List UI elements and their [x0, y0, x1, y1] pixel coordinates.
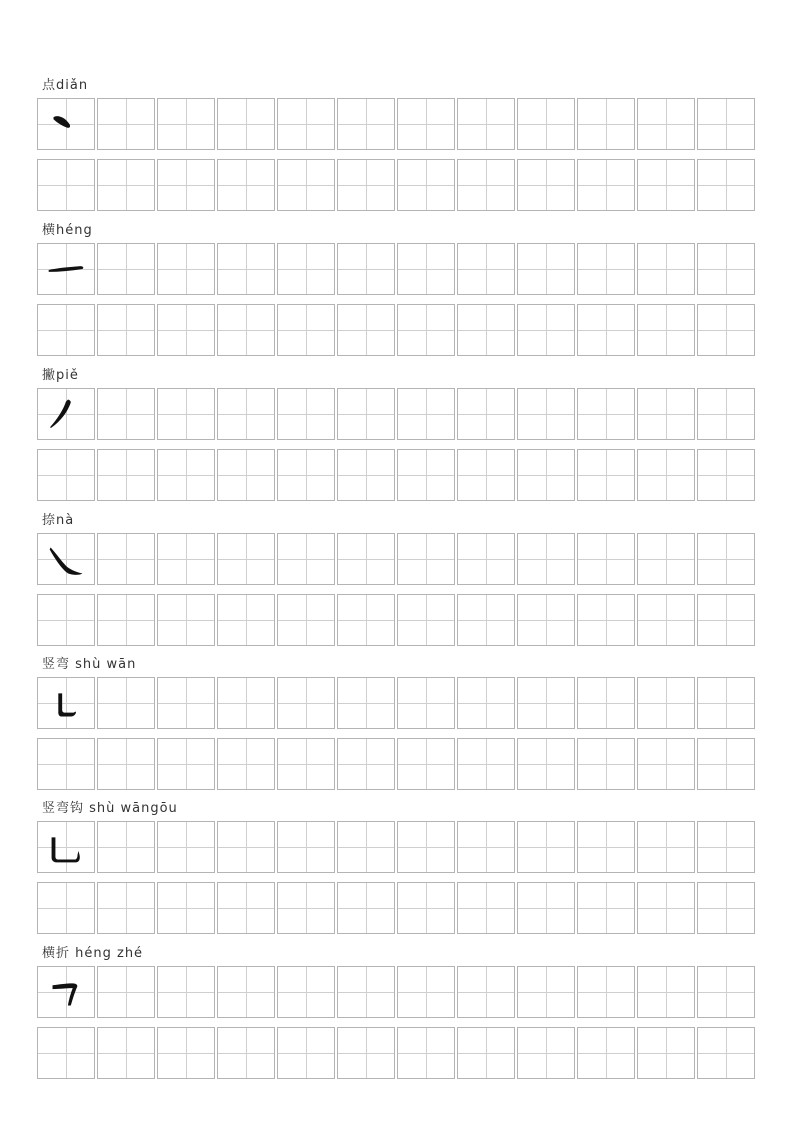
writing-grid-cell[interactable] [457, 1027, 515, 1079]
writing-grid-cell[interactable] [217, 821, 275, 873]
stroke-label: 横héng [42, 223, 93, 238]
writing-grid-cell[interactable] [457, 388, 515, 440]
writing-grid-cell[interactable] [517, 304, 575, 356]
writing-grid-cell[interactable] [457, 304, 515, 356]
writing-grid-cell[interactable] [217, 882, 275, 934]
writing-grid-cell[interactable] [517, 243, 575, 295]
writing-grid-cell[interactable] [457, 243, 515, 295]
writing-grid-cell[interactable] [697, 159, 755, 211]
writing-grid-cell[interactable] [97, 677, 155, 729]
writing-grid-cell[interactable] [577, 738, 635, 790]
writing-grid-cell[interactable] [457, 449, 515, 501]
writing-grid-cell[interactable] [277, 159, 335, 211]
writing-grid-cell[interactable] [517, 882, 575, 934]
stroke-label: 捺nà [42, 513, 75, 528]
stroke-label: 横折 héng zhé [42, 946, 144, 961]
writing-grid-cell[interactable] [697, 966, 755, 1018]
writing-grid-cell[interactable] [277, 882, 335, 934]
writing-grid-cell[interactable] [577, 304, 635, 356]
writing-grid-cell[interactable] [277, 533, 335, 585]
writing-grid-cell[interactable] [97, 882, 155, 934]
writing-grid-cell[interactable] [397, 533, 455, 585]
writing-grid-cell[interactable] [577, 159, 635, 211]
writing-grid-cell[interactable] [217, 1027, 275, 1079]
writing-grid-cell[interactable] [277, 738, 335, 790]
writing-grid-cell[interactable] [517, 677, 575, 729]
writing-grid-cell[interactable] [217, 98, 275, 150]
writing-grid-cell[interactable] [217, 388, 275, 440]
writing-grid-cell[interactable] [517, 533, 575, 585]
writing-grid-cell[interactable] [457, 738, 515, 790]
writing-grid-cell[interactable] [97, 388, 155, 440]
writing-grid-cell[interactable] [517, 738, 575, 790]
writing-grid-cell[interactable] [217, 449, 275, 501]
writing-grid-cell[interactable] [97, 821, 155, 873]
writing-grid-cell[interactable] [277, 677, 335, 729]
writing-grid-cell[interactable] [637, 388, 695, 440]
grid-row-practice [37, 594, 755, 646]
writing-grid-cell[interactable] [37, 1027, 95, 1079]
writing-grid-cell[interactable] [157, 677, 215, 729]
writing-grid-cell[interactable] [217, 594, 275, 646]
writing-grid-cell[interactable] [577, 1027, 635, 1079]
writing-grid-cell[interactable] [517, 821, 575, 873]
writing-grid-cell[interactable] [397, 159, 455, 211]
writing-grid-cell[interactable] [577, 388, 635, 440]
writing-grid-cell[interactable] [157, 533, 215, 585]
writing-grid-cell[interactable] [157, 304, 215, 356]
writing-grid-cell[interactable] [337, 533, 395, 585]
writing-grid-cell[interactable] [277, 821, 335, 873]
stroke-label: 竖弯 shù wān [42, 657, 137, 672]
writing-grid-cell[interactable] [517, 966, 575, 1018]
writing-grid-cell[interactable] [337, 821, 395, 873]
example-stroke-cell [37, 966, 95, 1018]
grid-row-practice [37, 738, 755, 790]
writing-grid-cell[interactable] [37, 594, 95, 646]
stroke-label: 撇piě [42, 368, 79, 383]
writing-grid-cell[interactable] [637, 966, 695, 1018]
writing-grid-cell[interactable] [637, 677, 695, 729]
writing-grid-cell[interactable] [37, 159, 95, 211]
writing-grid-cell[interactable] [457, 677, 515, 729]
writing-grid-cell[interactable] [397, 1027, 455, 1079]
writing-grid-cell[interactable] [157, 966, 215, 1018]
writing-grid-cell[interactable] [37, 738, 95, 790]
writing-grid-cell[interactable] [157, 882, 215, 934]
writing-grid-cell[interactable] [97, 1027, 155, 1079]
writing-grid-cell[interactable] [397, 821, 455, 873]
writing-grid-cell[interactable] [637, 882, 695, 934]
writing-grid-cell[interactable] [577, 821, 635, 873]
writing-grid-cell[interactable] [337, 738, 395, 790]
example-stroke-cell [37, 677, 95, 729]
writing-grid-cell[interactable] [637, 98, 695, 150]
writing-grid-cell[interactable] [97, 449, 155, 501]
grid-row-example [37, 677, 755, 729]
writing-grid-cell[interactable] [697, 677, 755, 729]
writing-grid-cell[interactable] [217, 966, 275, 1018]
writing-grid-cell[interactable] [697, 594, 755, 646]
writing-grid-cell[interactable] [397, 738, 455, 790]
writing-grid-cell[interactable] [457, 966, 515, 1018]
writing-grid-cell[interactable] [397, 449, 455, 501]
writing-grid-cell[interactable] [217, 738, 275, 790]
pie-stroke-glyph [38, 389, 94, 439]
grid-row-example [37, 966, 755, 1018]
grid-row-example [37, 821, 755, 873]
writing-grid-cell[interactable] [157, 821, 215, 873]
writing-grid-cell[interactable] [397, 388, 455, 440]
writing-grid-cell[interactable] [577, 594, 635, 646]
writing-grid-cell[interactable] [337, 243, 395, 295]
writing-grid-cell[interactable] [577, 533, 635, 585]
writing-grid-cell[interactable] [637, 821, 695, 873]
writing-grid-cell[interactable] [217, 533, 275, 585]
writing-grid-cell[interactable] [637, 449, 695, 501]
writing-grid-cell[interactable] [337, 388, 395, 440]
writing-grid-cell[interactable] [397, 243, 455, 295]
writing-grid-cell[interactable] [697, 304, 755, 356]
writing-grid-cell[interactable] [337, 882, 395, 934]
writing-grid-cell[interactable] [337, 1027, 395, 1079]
writing-grid-cell[interactable] [277, 304, 335, 356]
grid-row-practice [37, 304, 755, 356]
writing-grid-cell[interactable] [697, 243, 755, 295]
grid-row-practice [37, 882, 755, 934]
writing-grid-cell[interactable] [157, 159, 215, 211]
writing-grid-cell[interactable] [577, 677, 635, 729]
writing-grid-cell[interactable] [37, 304, 95, 356]
writing-grid-cell[interactable] [637, 159, 695, 211]
writing-grid-cell[interactable] [337, 304, 395, 356]
writing-grid-cell[interactable] [97, 243, 155, 295]
writing-grid-cell[interactable] [157, 594, 215, 646]
writing-grid-cell[interactable] [217, 243, 275, 295]
grid-row-practice [37, 1027, 755, 1079]
writing-grid-cell[interactable] [217, 304, 275, 356]
writing-grid-cell[interactable] [637, 304, 695, 356]
writing-grid-cell[interactable] [697, 98, 755, 150]
writing-grid-cell[interactable] [337, 594, 395, 646]
writing-grid-cell[interactable] [637, 594, 695, 646]
writing-grid-cell[interactable] [457, 98, 515, 150]
writing-grid-cell[interactable] [457, 594, 515, 646]
writing-grid-cell[interactable] [517, 1027, 575, 1079]
writing-grid-cell[interactable] [697, 821, 755, 873]
na-stroke-glyph [38, 534, 94, 584]
writing-grid-cell[interactable] [277, 388, 335, 440]
writing-grid-cell[interactable] [517, 594, 575, 646]
writing-grid-cell[interactable] [577, 98, 635, 150]
writing-grid-cell[interactable] [277, 966, 335, 1018]
writing-grid-cell[interactable] [97, 159, 155, 211]
stroke-label: 竖弯钩 shù wāngōu [42, 801, 178, 816]
writing-grid-cell[interactable] [277, 1027, 335, 1079]
writing-grid-cell[interactable] [157, 98, 215, 150]
writing-grid-cell[interactable] [457, 882, 515, 934]
writing-grid-cell[interactable] [457, 533, 515, 585]
writing-grid-cell[interactable] [397, 594, 455, 646]
writing-grid-cell[interactable] [157, 449, 215, 501]
writing-grid-cell[interactable] [397, 304, 455, 356]
writing-grid-cell[interactable] [397, 677, 455, 729]
writing-grid-cell[interactable] [97, 98, 155, 150]
writing-grid-cell[interactable] [697, 882, 755, 934]
example-stroke-cell [37, 98, 95, 150]
example-stroke-cell [37, 533, 95, 585]
heng-stroke-glyph [38, 244, 94, 294]
writing-grid-cell[interactable] [637, 243, 695, 295]
writing-grid-cell[interactable] [697, 738, 755, 790]
writing-grid-cell[interactable] [277, 594, 335, 646]
writing-grid-cell[interactable] [37, 882, 95, 934]
grid-row-example [37, 388, 755, 440]
writing-grid-cell[interactable] [97, 304, 155, 356]
example-stroke-cell [37, 388, 95, 440]
writing-grid-cell[interactable] [277, 98, 335, 150]
writing-grid-cell[interactable] [277, 243, 335, 295]
example-stroke-cell [37, 243, 95, 295]
writing-grid-cell[interactable] [337, 677, 395, 729]
writing-grid-cell[interactable] [577, 449, 635, 501]
writing-grid-cell[interactable] [157, 1027, 215, 1079]
writing-grid-cell[interactable] [397, 882, 455, 934]
writing-grid-cell[interactable] [337, 159, 395, 211]
writing-grid-cell[interactable] [517, 98, 575, 150]
writing-grid-cell[interactable] [397, 966, 455, 1018]
grid-row-practice [37, 159, 755, 211]
grid-row-example [37, 243, 755, 295]
example-stroke-cell [37, 821, 95, 873]
hengzhe-stroke-glyph [38, 967, 94, 1017]
writing-grid-cell[interactable] [97, 533, 155, 585]
grid-row-example [37, 98, 755, 150]
writing-grid-cell[interactable] [577, 243, 635, 295]
grid-row-example [37, 533, 755, 585]
writing-grid-cell[interactable] [97, 594, 155, 646]
writing-grid-cell[interactable] [697, 388, 755, 440]
writing-grid-cell[interactable] [577, 966, 635, 1018]
writing-grid-cell[interactable] [337, 966, 395, 1018]
writing-grid-cell[interactable] [637, 533, 695, 585]
writing-grid-cell[interactable] [637, 1027, 695, 1079]
writing-grid-cell[interactable] [277, 449, 335, 501]
writing-grid-cell[interactable] [517, 449, 575, 501]
writing-grid-cell[interactable] [457, 159, 515, 211]
dian-stroke-glyph [38, 99, 94, 149]
writing-grid-cell[interactable] [217, 677, 275, 729]
grid-row-practice [37, 449, 755, 501]
writing-grid-cell[interactable] [157, 388, 215, 440]
writing-grid-cell[interactable] [517, 159, 575, 211]
writing-grid-cell[interactable] [337, 98, 395, 150]
writing-grid-cell[interactable] [697, 449, 755, 501]
writing-grid-cell[interactable] [97, 966, 155, 1018]
writing-grid-cell[interactable] [457, 821, 515, 873]
writing-grid-cell[interactable] [517, 388, 575, 440]
writing-grid-cell[interactable] [397, 98, 455, 150]
writing-grid-cell[interactable] [157, 243, 215, 295]
stroke-label: 点diǎn [42, 78, 89, 93]
writing-grid-cell[interactable] [337, 449, 395, 501]
shuwan-stroke-glyph [38, 678, 94, 728]
writing-grid-cell[interactable] [37, 449, 95, 501]
writing-grid-cell[interactable] [637, 738, 695, 790]
writing-grid-cell[interactable] [697, 1027, 755, 1079]
writing-grid-cell[interactable] [577, 882, 635, 934]
writing-grid-cell[interactable] [697, 533, 755, 585]
writing-grid-cell[interactable] [217, 159, 275, 211]
writing-grid-cell[interactable] [97, 738, 155, 790]
shuwangou-stroke-glyph [38, 822, 94, 872]
writing-grid-cell[interactable] [157, 738, 215, 790]
